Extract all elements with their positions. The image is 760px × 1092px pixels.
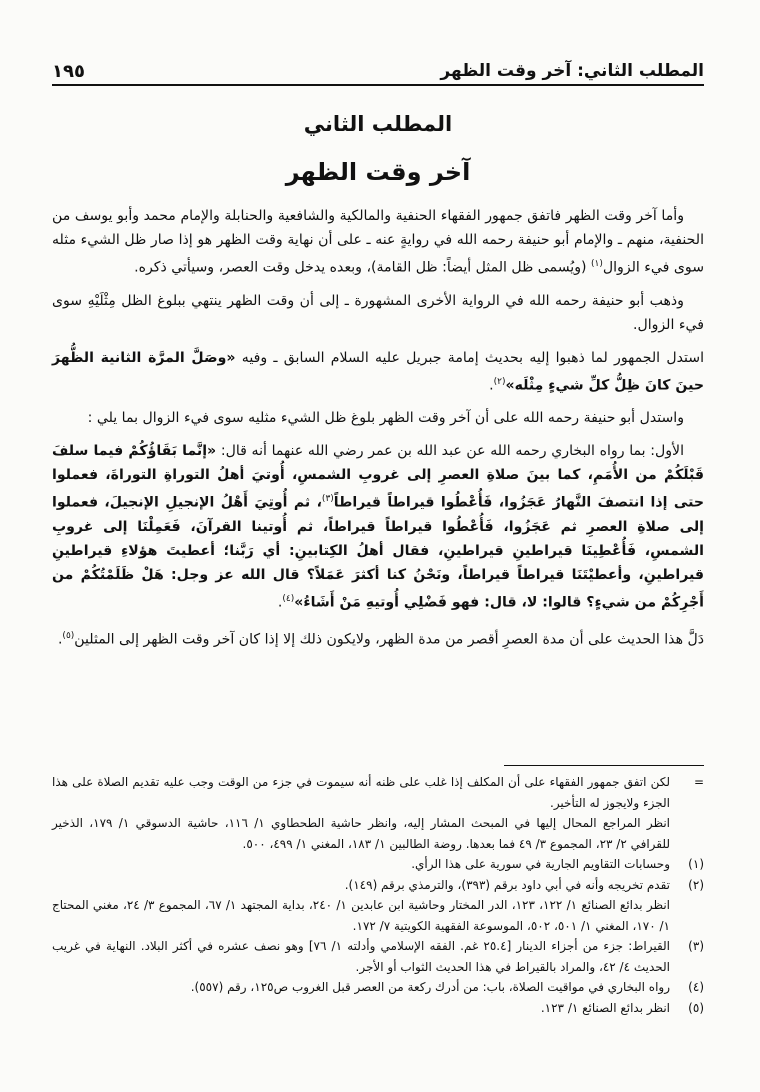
paragraph-1-tail: (ويُسمى ظل المثل أيضاً: ظل القامة)، وبعده يدخل وقت العصر، وسيأتي ذكره. [134,259,591,276]
paragraph-1-text: وأما آخر وقت الظهر فاتفق جمهور الفقهاء الحنفية والمالكية والشافعية والحنابلة والإمام محمد وأبو يوسف من الحنفية، منهم ـ والإمام أبو حنيفة رحمه الله في روايةٍ عنه ـ على أن نهاية وقت الظهر هو إذا صار ظل الشيء مثله سوى فيء الزوال [52,208,704,276]
footnote-ref-3[interactable]: (٣) [321,494,334,505]
footnote-text: انظر المراجع المحال إليها في المبحث المشار إليه، وانظر حاشية الطحطاوي ١/ ١١٦، حاشية الدسوقي ١/ ١٧٩، الذخير للقرافي ٢/ ٢٣، المجموع ٣/ ٤٩ فما بعدها. روضة الطالبين ١/ ١٨٣، المغني ١/ ٤٩٩، ٥٠٠. [52,816,671,851]
running-title: المطلب الثاني: آخر وقت الظهر [440,61,704,81]
footnote-ref-4[interactable]: (٤) [282,594,295,605]
footnote-ref-2[interactable]: (٢) [493,376,506,387]
footnote-item [52,772,704,813]
footnote-text: تقدم تخريجه وأنه في أبي داود برقم (٣٩٣)، والترمذي برقم (١٤٩). [344,877,670,892]
hadith-quote-1: «وصَلَّ المرَّة الثانية الظُّهرَ حينَ كانَ ظِلُّ كلِّ شيءٍ مِثْلَه» [52,349,704,394]
footnote-item [52,854,704,875]
footnote-number [670,813,704,854]
footnote-item [52,998,704,1019]
footnotes [52,772,704,1018]
paragraph-1 [52,204,704,280]
main-text [52,112,704,660]
paragraph-6 [52,624,704,652]
paragraph-2: وذهب أبو حنيفة رحمه الله في الرواية الأخرى المشهورة ـ إلى أن وقت الظهر ينتهي ببلوغ الظل مِثْلَيْهِ سوى فيء الزوال. [52,292,704,333]
footnote-item [52,936,704,977]
footnote-item [52,875,704,896]
hadith-quote-2a: «إنَّما بَقَاؤُكُمْ فيما سلفَ قَبْلَكُمْ من الأُمَمِ، كما بينَ صلاةِ العصرِ إلى غروبِ الشمسِ، أُوتيَ أهلُ التوراةِ التوراةَ، فعملوا حتى إذا انتصفَ النَّهارُ عَجَزُوا، فَأُعْطُوا قيراطاً قيراطاً [52,443,704,512]
footnote-number: (٣) [688,939,704,953]
section-heading: المطلب الثاني [303,112,453,136]
footnote-text: لكن اتفق جمهور الفقهاء على أن المكلف إذا غلب على ظنه أنه سيموت في جزء من الوقت وجب عليه تقديم الصلاة على هذا الجزء ولايجوز له التأخير. [52,775,670,810]
paragraph-6-text: دَلَّ هذا الحديث على أن مدة العصرِ أقصر من مدة الظهر، ولايكون ذلك إلا إذا كان آخر وقت الظهر إلى المثلين [74,631,704,648]
footnote-item [52,813,704,854]
paragraph-5-text: الأول: بما رواه البخاري رحمه الله عن عبد الله بن عمر رضي الله عنهما أنه قال: [216,443,684,460]
footnote-item [52,977,704,998]
footnote-ref-5[interactable]: (٥) [62,630,75,641]
running-head [52,58,704,86]
footnote-text: رواه البخاري في مواقيت الصلاة، باب: من أدرك ركعة من العصر قبل الغروب ص١٢٥، رقم (٥٥٧). [190,980,670,994]
footnote-number: = [693,775,704,789]
paragraph-3-text: استدل الجمهور لما ذهبوا إليه بحديث إمامة جبريل عليه السلام السابق ـ وفيه [235,349,704,366]
footnote-number: (٢) [688,877,704,892]
page-title: آخر وقت الظهر [285,158,471,186]
page-number: ١٩٥ [52,60,85,82]
footnote-ref-1[interactable]: (١) [590,259,603,269]
footnote-number: (٥) [688,1000,704,1015]
footnote-text: انظر بدائع الصنائع ١/ ١٢٢، ١٢٣، الدر المختار وحاشية ابن عابدين ١/ ٢٤٠، بداية المجتهد ١/ ٦٧، المجموع ٣/ ٢٤، مغني المحتاج ١/ ١٧٠، المغني ١/ ٥٠١، ٥٠٢، الموسوعة الفقهية الكويتية ٧/ ١٧٢. [52,898,670,933]
paragraph-5-tail: . [277,594,283,611]
paragraph-5 [52,439,704,614]
footnote-text: القيراط: جزء من أجزاء الدينار [٢٥.٤ غم. الفقه الإسلامي وأدلته ١/ ٧٦] وهو نصف عشره في أكثر البلاد. النهاية في غريب الحديث ٤/ ٤٢، والمراد بالقيراط في هذا الحديث الثواب أو الأجر. [52,939,671,974]
paragraph-4: واستدل أبو حنيفة رحمه الله على أن آخر وقت الظهر بلوغ ظل الشيء مثليه سوى فيء الزوال بما يلي : [87,410,684,427]
paragraph-3 [52,346,704,398]
footnote-item [52,895,704,936]
paragraph-6-tail: . [57,631,63,648]
footnote-divider [504,765,704,766]
footnote-text: وحسابات التقاويم الجارية في سورية على هذا الرأي. [411,857,670,871]
footnote-text: انظر بدائع الصنائع ١/ ١٢٣. [540,1000,670,1015]
footnote-number: (٤) [688,980,704,994]
footnote-number: (١) [688,857,704,871]
footnote-number [670,895,704,936]
paragraph-3-tail: . [489,377,494,394]
hadith-quote-2b: ، ثم أُوتِيَ أَهْلُ الإنجيلِ الإنجيلَ، فعملوا إلى صلاةِ العصرِ ثم عَجَزُوا، فَأُعْطُوا قيراطاً قيراطاً، ثم أُوتينا القرآنَ، فَعَمِلْنَا إلى غروبِ الشمسِ، فَأُعْطِينَا قيراطينِ قيراطينِ، فقال أهلُ الكِتابينِ: أي رَبَّنا؛ أعطيتَ هؤلاءِ قيراطينِ قيراطينِ، وأعطيْتَنَا قيراطاً قيراطاً، ونَحْنُ كنا أكثرَ عَمَلاً؟ قال الله عز وجل: هَلْ ظَلَمْتُكُمْ من أَجْرِكُمْ من شيءٍ؟ قالوا: لا، قال: فهو فَضْلِي أُوتيهِ مَنْ أَشَاءُ» [52,495,704,611]
